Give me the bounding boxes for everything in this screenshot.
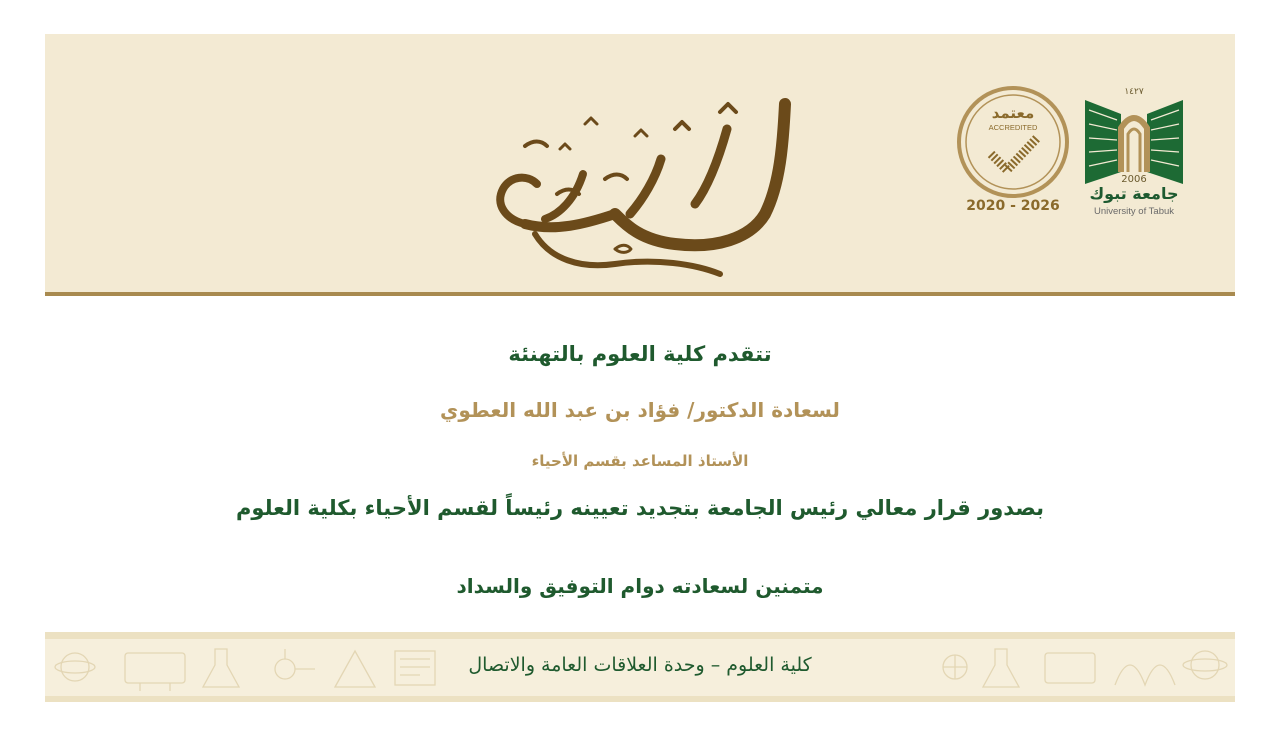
footer-top-stripe xyxy=(45,632,1235,639)
university-name-ar: جامعة تبوك xyxy=(1089,184,1179,203)
congrats-intro: تتقدم كلية العلوم بالتهنئة xyxy=(508,342,772,366)
svg-text:ACCREDITED: ACCREDITED xyxy=(988,123,1038,132)
occasion-text: بصدور قرار معالي رئيس الجامعة بتجديد تعيينه رئيساً لقسم الأحياء بكلية العلوم xyxy=(236,496,1044,520)
svg-text:معتمد: معتمد xyxy=(991,104,1035,122)
banner-divider xyxy=(45,292,1235,296)
accreditation-years: 2020 - 2026 xyxy=(966,198,1060,214)
university-founding-year: 2006 xyxy=(1121,174,1147,185)
closing-wish: متمنين لسعادته دوام التوفيق والسداد xyxy=(456,574,824,598)
recipient-name: لسعادة الدكتور/ فؤاد بن عبد الله العطوي xyxy=(440,398,840,422)
university-name-en: University of Tabuk xyxy=(1093,206,1175,217)
footer-band xyxy=(45,632,1235,702)
recipient-title: الأستاذ المساعد بقسم الأحياء xyxy=(531,452,749,470)
header-banner xyxy=(45,34,1235,292)
svg-text:١٤٢٧: ١٤٢٧ xyxy=(1124,87,1144,97)
footer-bottom-stripe xyxy=(45,696,1235,702)
title-calligraphy xyxy=(465,74,805,284)
footer-unit-name: كلية العلوم – وحدة العلاقات العامة والاتصال xyxy=(468,654,812,676)
announcement-card xyxy=(45,34,1235,702)
